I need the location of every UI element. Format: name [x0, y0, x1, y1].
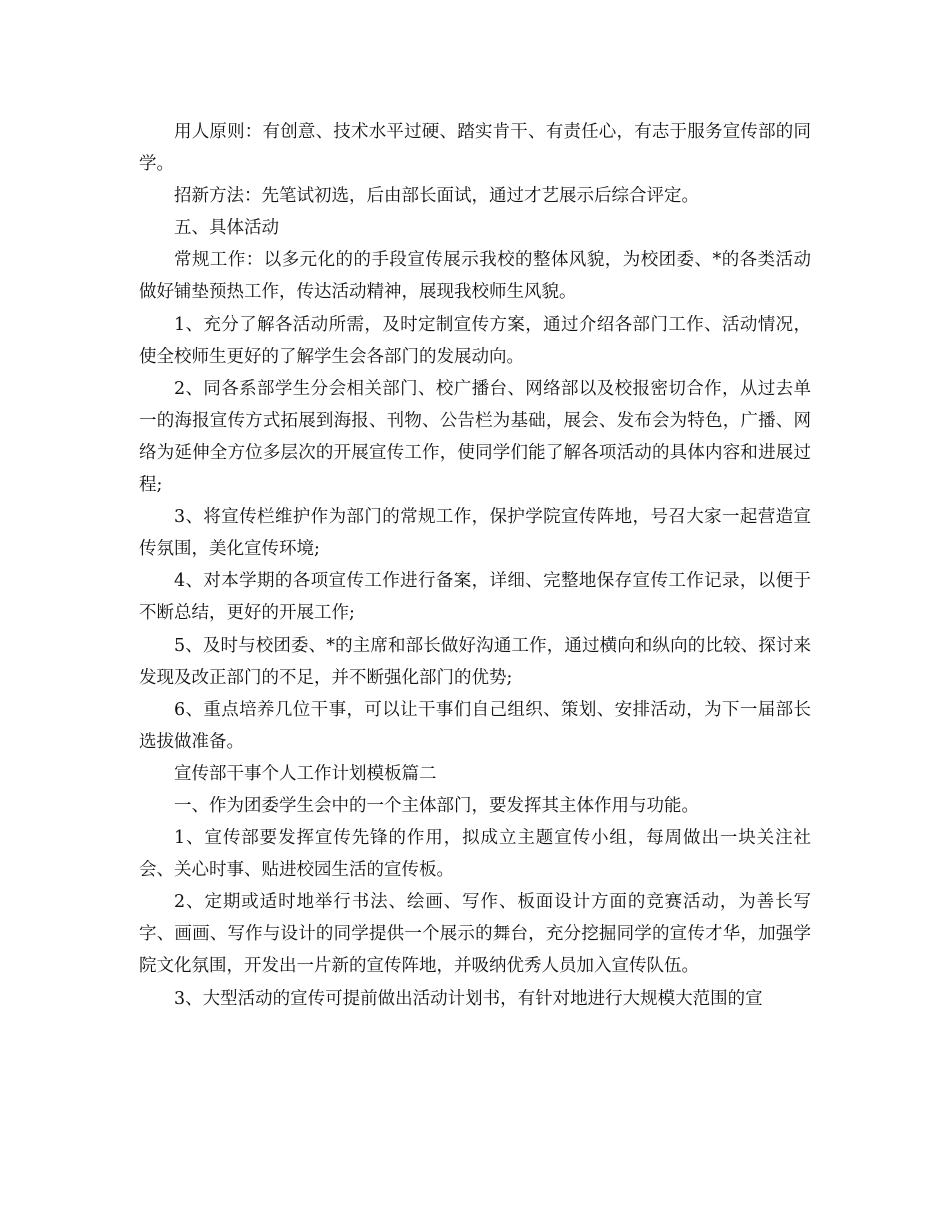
list-item: 2、同各系部学生分会相关部门、校广播台、网络部以及校报密切合作，从过去单一的海报宣传方式拓展到海报、刊物、公告栏为基础，展会、发布会为特色，广播、网络为延伸全方位多层次的开展宣传工作，使同学们能了解各项活动的具体内容和进展过程;	[139, 378, 811, 496]
section-heading: 一、作为团委学生会中的一个主体部门，要发挥其主体作用与功能。	[174, 795, 699, 816]
list-item: 4、对本学期的各项宣传工作进行备案，详细、完整地保存宣传工作记录，以便于不断总结，更好的开展工作;	[139, 571, 811, 624]
section-heading: 五、具体活动	[174, 218, 279, 239]
list-item: 2、定期或适时地举行书法、绘画、写作、板面设计方面的竞赛活动，为善长写字、画画、写作与设计的同学提供一个展示的舞台，充分挖掘同学的宣传才华，加强学院文化氛围，开发出一片新的宣传阵地，并吸纳优秀人员加入宣传队伍。	[139, 892, 811, 977]
list-item: 3、将宣传栏维护作为部门的常规工作，保护学院宣传阵地，号召大家一起营造宣传氛围，美化宣传环境;	[139, 507, 811, 560]
section-title: 宣传部干事个人工作计划模板篇二	[174, 763, 437, 784]
list-item: 1、充分了解各活动所需，及时定制宣传方案，通过介绍各部门工作、活动情况，使全校师生更好的了解学生会各部门的发展动向。	[139, 314, 811, 367]
list-item: 5、及时与校团委、*的主席和部长做好沟通工作，通过横向和纵向的比较、探讨来发现及改正部门的不足，并不断强化部门的优势;	[139, 635, 811, 688]
document-body	[139, 116, 811, 1015]
paragraph: 常规工作：以多元化的的手段宣传展示我校的整体风貌，为校团委、*的各类活动做好铺垫预热工作，传达活动精神，展现我校师生风貌。	[139, 250, 811, 303]
paragraph: 用人原则：有创意、技术水平过硬、踏实肯干、有责任心，有志于服务宣传部的同学。	[139, 122, 811, 175]
list-item: 1、宣传部要发挥宣传先锋的作用，拟成立主题宣传小组，每周做出一块关注社会、关心时事、贴进校园生活的宣传板。	[139, 828, 811, 881]
paragraph: 招新方法：先笔试初选，后由部长面试，通过才艺展示后综合评定。	[174, 186, 699, 207]
list-item: 3、大型活动的宣传可提前做出活动计划书，有针对地进行大规模大范围的宣	[174, 988, 763, 1009]
list-item: 6、重点培养几位干事，可以让干事们自己组织、策划、安排活动，为下一届部长选拔做准备。	[139, 699, 811, 752]
